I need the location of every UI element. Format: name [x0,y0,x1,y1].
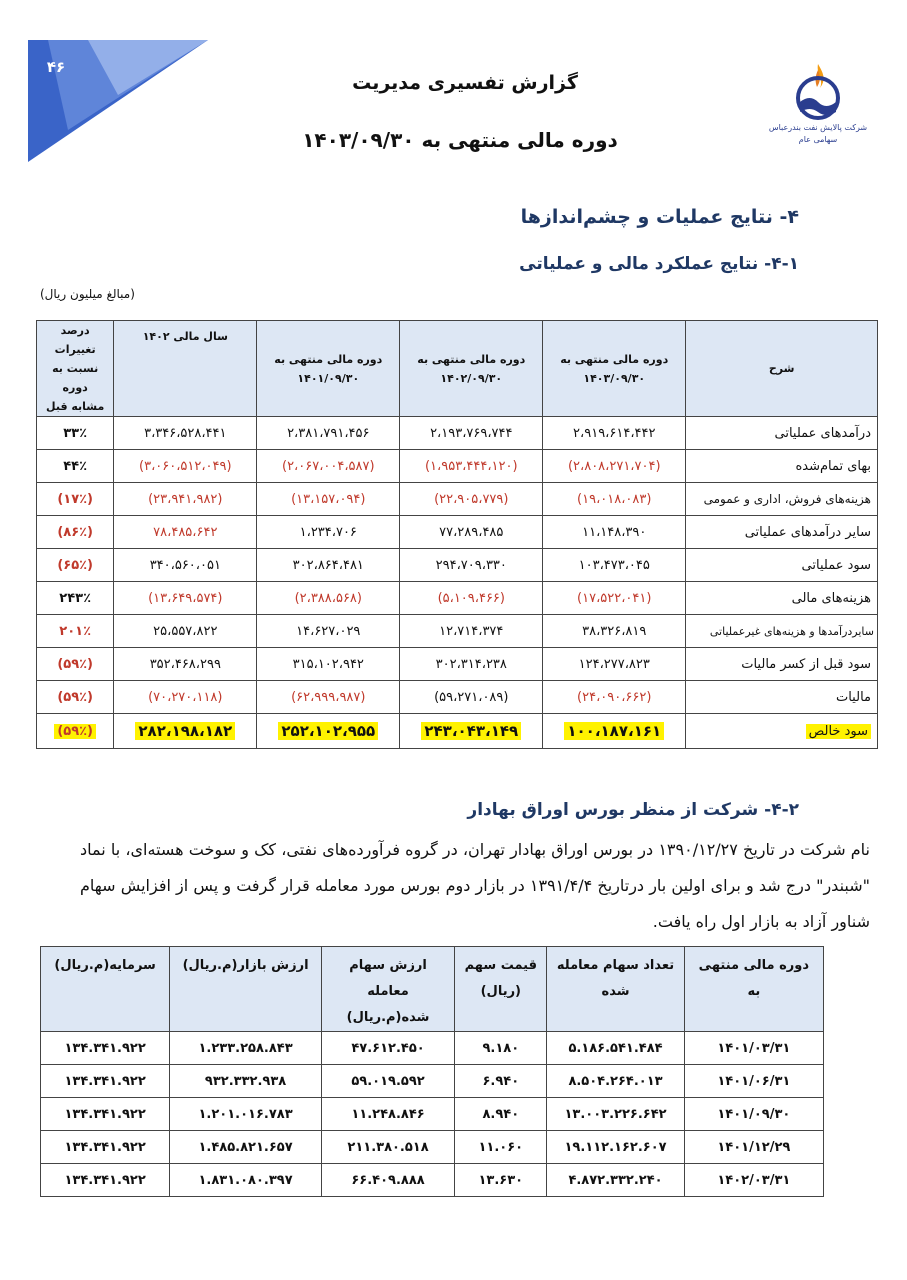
cell-percent: (۱۷٪) [37,483,114,516]
table-row [37,648,878,681]
cell-shares: ۵.۱۸۶.۵۴۱.۴۸۴ [547,1032,684,1065]
table-header-row [37,321,878,417]
cell-market-value: ۱.۸۳۱.۰۸۰.۳۹۷ [170,1164,322,1197]
header-description: شرح [686,321,878,417]
cell-percent: (۵۹٪) [37,681,114,714]
cell-percent [37,714,114,749]
cell-value: ۱۲،۷۱۴،۳۷۴ [400,615,543,648]
cell-period: ۱۴۰۲/۰۳/۳۱ [684,1164,823,1197]
cell-percent: ۴۴٪ [37,450,114,483]
table-row [41,1065,824,1098]
cell-value: ۳،۳۴۶،۵۲۸،۴۴۱ [114,417,257,450]
cell-period: ۱۴۰۱/۰۹/۳۰ [684,1098,823,1131]
header-capital: سرمایه(م.ریال) [41,947,170,1032]
table-row [37,450,878,483]
cell-capital: ۱۳۴.۳۴۱.۹۲۲ [41,1065,170,1098]
cell-value: (۱،۹۵۳،۴۴۴،۱۲۰) [400,450,543,483]
row-label: سود عملیاتی [686,549,878,582]
financial-results-table [36,320,878,749]
header-fiscal-year-1402: سال مالی ۱۴۰۲ [114,321,257,417]
unit-note: (مبالغ میلیون ریال) [40,287,135,301]
cell-capital: ۱۳۴.۳۴۱.۹۲۲ [41,1131,170,1164]
cell-market-value: ۱.۲۰۱.۰۱۶.۷۸۳ [170,1098,322,1131]
cell-value: (۲۲،۹۰۵،۷۷۹) [400,483,543,516]
cell-value: (۲،۳۸۸،۵۶۸) [257,582,400,615]
refinery-logo-icon [790,60,846,122]
row-label: بهای تمام‌شده [686,450,878,483]
table-row [37,549,878,582]
cell-value: ۳۰۲،۸۶۴،۴۸۱ [257,549,400,582]
cell-value-traded: ۶۶.۴۰۹.۸۸۸ [321,1164,454,1197]
highlight-percent: (۵۹٪) [54,724,96,739]
header-share-price: قیمت سهم (ریال) [455,947,547,1032]
row-label: درآمدهای عملیاتی [686,417,878,450]
table-row [41,1098,824,1131]
section-4-2-heading: ۴-۲- شرکت از منظر بورس اوراق بهادار [467,800,799,820]
cell-price: ۱۱.۰۶۰ [455,1131,547,1164]
highlight-value: ۲۸۲،۱۹۸،۱۸۲ [135,722,235,740]
cell-value: (۱۷،۵۲۲،۰۴۱) [543,582,686,615]
cell-value: (۲،۰۶۷،۰۰۴،۵۸۷) [257,450,400,483]
stock-exchange-paragraph: نام شرکت در تاریخ ۱۳۹۰/۱۲/۲۷ در بورس اوراق بهادار تهران، در گروه فرآورده‌های نفتی، کک و سوخت هسته‌ای، با نماد "شبندر" درج شد و برای اولین بار درتاریخ ۱۳۹۱/۴/۴ در بازار دوم بورس مورد معامله قرار گرفت و پس از افزایش سهام شناور آزاد به بازار اول راه یافت. [80,840,871,931]
report-title: گزارش تفسیری مدیریت [352,72,578,94]
cell-price: ۹.۱۸۰ [455,1032,547,1065]
stock-market-table [40,946,824,1197]
cell-value-traded: ۱۱.۲۴۸.۸۴۶ [321,1098,454,1131]
cell-value-traded: ۴۷.۶۱۲.۴۵۰ [321,1032,454,1065]
cell-value: ۳۴۰،۵۶۰،۰۵۱ [114,549,257,582]
cell-value: ۱۴،۶۲۷،۰۲۹ [257,615,400,648]
row-label: هزینه‌های مالی [686,582,878,615]
cell-value [543,714,686,749]
cell-value: ۲،۱۹۳،۷۶۹،۷۴۴ [400,417,543,450]
cell-shares: ۱۹.۱۱۲.۱۶۲.۶۰۷ [547,1131,684,1164]
cell-value: (۱۳،۱۵۷،۰۹۴) [257,483,400,516]
table-row-net-profit [37,714,878,749]
header-shares-traded: تعداد سهام معامله شده [547,947,684,1032]
report-period: دوره مالی منتهی به ۱۴۰۳/۰۹/۳۰ [302,128,618,152]
header-period-1403: دوره مالی منتهی به ۱۴۰۳/۰۹/۳۰ [543,321,686,417]
cell-value: ۲۵،۵۵۷،۸۲۲ [114,615,257,648]
cell-value: ۱۱،۱۴۸،۳۹۰ [543,516,686,549]
cell-shares: ۱۳.۰۰۳.۲۲۶.۶۴۲ [547,1098,684,1131]
cell-percent: (۵۹٪) [37,648,114,681]
company-logo [768,60,868,170]
table-row [41,1164,824,1197]
section-4-heading: ۴- نتایج عملیات و چشم‌اندازها [520,206,799,228]
cell-value-traded: ۲۱۱.۳۸۰.۵۱۸ [321,1131,454,1164]
table-row [37,681,878,714]
highlight-value: ۱۰۰،۱۸۷،۱۶۱ [564,722,664,740]
cell-percent: ۳۳٪ [37,417,114,450]
cell-value: ۲۹۴،۷۰۹،۳۳۰ [400,549,543,582]
cell-market-value: ۱.۲۳۳.۲۵۸.۸۴۳ [170,1032,322,1065]
cell-percent: ۲۰۱٪ [37,615,114,648]
section-4-1-heading: ۴-۱- نتایج عملکرد مالی و عملیاتی [519,254,799,274]
cell-value [400,714,543,749]
table-row [37,417,878,450]
header-period-1401: دوره مالی منتهی به ۱۴۰۱/۰۹/۳۰ [257,321,400,417]
cell-value: ۷۷،۲۸۹،۴۸۵ [400,516,543,549]
cell-period: ۱۴۰۱/۱۲/۲۹ [684,1131,823,1164]
cell-value: ۳۱۵،۱۰۲،۹۴۲ [257,648,400,681]
cell-percent: ۲۴۳٪ [37,582,114,615]
cell-value: (۵،۱۰۹،۴۶۶) [400,582,543,615]
row-label: مالیات [686,681,878,714]
cell-value: (۲۳،۹۴۱،۹۸۲) [114,483,257,516]
cell-value: ۱۲۴،۲۷۷،۸۲۳ [543,648,686,681]
cell-capital: ۱۳۴.۳۴۱.۹۲۲ [41,1164,170,1197]
highlight-value: ۲۵۲،۱۰۲،۹۵۵ [278,722,378,740]
table-header-row [41,947,824,1032]
highlight-label: سود خالص [806,724,871,739]
cell-value: ۷۸،۴۸۵،۶۴۲ [114,516,257,549]
cell-value: ۲،۹۱۹،۶۱۴،۴۴۲ [543,417,686,450]
table-row [37,516,878,549]
page-number: ۴۶ [46,58,66,76]
cell-value: (۲،۸۰۸،۲۷۱،۷۰۴) [543,450,686,483]
cell-value-traded: ۵۹.۰۱۹.۵۹۲ [321,1065,454,1098]
cell-value: (۵۹،۲۷۱،۰۸۹) [400,681,543,714]
cell-capital: ۱۳۴.۳۴۱.۹۲۲ [41,1032,170,1065]
highlight-value: ۲۴۳،۰۴۳،۱۴۹ [421,722,521,740]
cell-value [257,714,400,749]
table-row [41,1032,824,1065]
header-period: دوره مالی منتهی به [684,947,823,1032]
table-row [37,615,878,648]
cell-market-value: ۱.۴۸۵.۸۲۱.۶۵۷ [170,1131,322,1164]
cell-percent: (۶۵٪) [37,549,114,582]
header-percent-change: درصد تغییرات نسبت به دوره مشابه قبل [37,321,114,417]
cell-value: ۲،۳۸۱،۷۹۱،۴۵۶ [257,417,400,450]
cell-price: ۱۳.۶۳۰ [455,1164,547,1197]
header-period-1402: دوره مالی منتهی به ۱۴۰۲/۰۹/۳۰ [400,321,543,417]
cell-price: ۸.۹۴۰ [455,1098,547,1131]
table-row [37,483,878,516]
cell-value: (۶۲،۹۹۹،۹۸۷) [257,681,400,714]
cell-value: (۷۰،۲۷۰،۱۱۸) [114,681,257,714]
cell-value: (۳،۰۶۰،۵۱۲،۰۴۹) [114,450,257,483]
row-label: هزینه‌های فروش، اداری و عمومی [686,483,878,516]
header-market-value: ارزش بازار(م.ریال) [170,947,322,1032]
table-row [41,1131,824,1164]
row-label: سایر درآمدهای عملیاتی [686,516,878,549]
cell-value: ۳۰۲،۳۱۴،۲۳۸ [400,648,543,681]
cell-capital: ۱۳۴.۳۴۱.۹۲۲ [41,1098,170,1131]
logo-company-type: سهامی عام [798,135,838,144]
cell-price: ۶.۹۴۰ [455,1065,547,1098]
cell-value [114,714,257,749]
cell-shares: ۸.۵۰۴.۲۶۴.۰۱۳ [547,1065,684,1098]
cell-value: ۳۵۲،۴۶۸،۲۹۹ [114,648,257,681]
table-row [37,582,878,615]
cell-percent: (۸۶٪) [37,516,114,549]
cell-market-value: ۹۳۲.۳۳۲.۹۳۸ [170,1065,322,1098]
row-label: سایردرآمدها و هزینه‌های غیرعملیاتی [686,615,878,648]
cell-period: ۱۴۰۱/۰۶/۳۱ [684,1065,823,1098]
cell-value: (۱۳،۶۴۹،۵۷۴) [114,582,257,615]
cell-period: ۱۴۰۱/۰۳/۳۱ [684,1032,823,1065]
cell-value: ۱۰۳،۴۷۳،۰۴۵ [543,549,686,582]
cell-value: (۱۹،۰۱۸،۰۸۳) [543,483,686,516]
header-value-traded: ارزش سهام معامله شده(م.ریال) [321,947,454,1032]
cell-value: ۱،۲۳۴،۷۰۶ [257,516,400,549]
cell-value: (۲۴،۰۹۰،۶۶۲) [543,681,686,714]
row-label [686,714,878,749]
cell-shares: ۴.۸۷۲.۳۳۲.۲۴۰ [547,1164,684,1197]
logo-company-name: شرکت پالایش نفت بندرعباس [768,123,868,132]
row-label: سود قبل از کسر مالیات [686,648,878,681]
cell-value: ۳۸،۳۲۶،۸۱۹ [543,615,686,648]
